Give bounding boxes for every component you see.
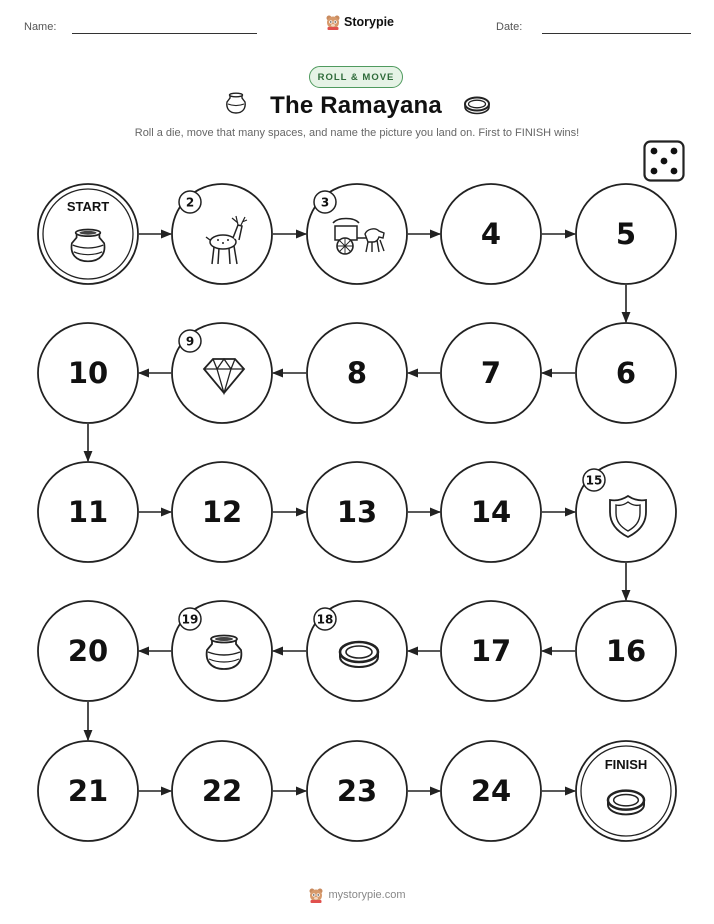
board-space — [38, 323, 138, 423]
board-space — [307, 323, 407, 423]
board-space — [576, 462, 676, 562]
board-space — [307, 462, 407, 562]
space-number: 14 — [470, 495, 512, 529]
board-space — [172, 323, 272, 423]
space-number: 11 — [67, 495, 109, 529]
finish-space — [576, 741, 676, 841]
board-space — [441, 601, 541, 701]
board-space — [576, 601, 676, 701]
space-number: 4 — [480, 217, 502, 251]
space-number: 2 — [185, 195, 195, 210]
instructions: Roll a die, move that many spaces, and name the picture you land on. First to FINISH wins! — [134, 127, 580, 139]
board-space — [441, 462, 541, 562]
board-space — [307, 741, 407, 841]
space-number: 8 — [346, 356, 368, 390]
space-number: 19 — [181, 612, 199, 627]
board-space — [307, 184, 407, 284]
space-number: 23 — [336, 774, 378, 808]
footer-url: mystorypie.com — [328, 889, 406, 901]
space-number: 16 — [605, 634, 647, 668]
space-number: 17 — [470, 634, 512, 668]
bear-mascot-icon — [308, 887, 324, 903]
start-label: START — [66, 199, 110, 214]
board-space — [441, 184, 541, 284]
board-space — [172, 184, 272, 284]
board-space — [172, 462, 272, 562]
space-number: 13 — [336, 495, 378, 529]
space-number: 10 — [67, 356, 109, 390]
board-space — [172, 741, 272, 841]
title-text: The Ramayana — [270, 92, 442, 119]
board-space — [441, 323, 541, 423]
space-number: 7 — [480, 356, 502, 390]
space-number: 21 — [67, 774, 109, 808]
space-number: 3 — [320, 195, 330, 210]
footer — [0, 887, 714, 903]
board-space — [38, 601, 138, 701]
space-number: 12 — [201, 495, 243, 529]
board-space — [38, 741, 138, 841]
space-number: 9 — [185, 334, 195, 349]
finish-label: FINISH — [604, 757, 648, 772]
start-space — [38, 184, 138, 284]
board-space — [38, 462, 138, 562]
category-badge: ROLL & MOVE — [309, 66, 403, 88]
board-space — [441, 741, 541, 841]
space-number: 15 — [585, 473, 603, 488]
name-label: Name: — [24, 21, 57, 33]
date-label: Date: — [496, 21, 523, 33]
space-number: 5 — [615, 217, 637, 251]
board-space — [576, 323, 676, 423]
space-number: 18 — [316, 612, 334, 627]
die-icon — [643, 140, 685, 182]
space-number: 20 — [67, 634, 109, 668]
space-number: 24 — [470, 774, 512, 808]
space-number: 22 — [201, 774, 243, 808]
space-number: 6 — [615, 356, 637, 390]
board-space — [576, 184, 676, 284]
board-space — [307, 601, 407, 701]
pot-icon — [207, 636, 242, 670]
brand-name: Storypie — [344, 15, 395, 29]
board-space — [172, 601, 272, 701]
pot-icon — [71, 229, 104, 261]
